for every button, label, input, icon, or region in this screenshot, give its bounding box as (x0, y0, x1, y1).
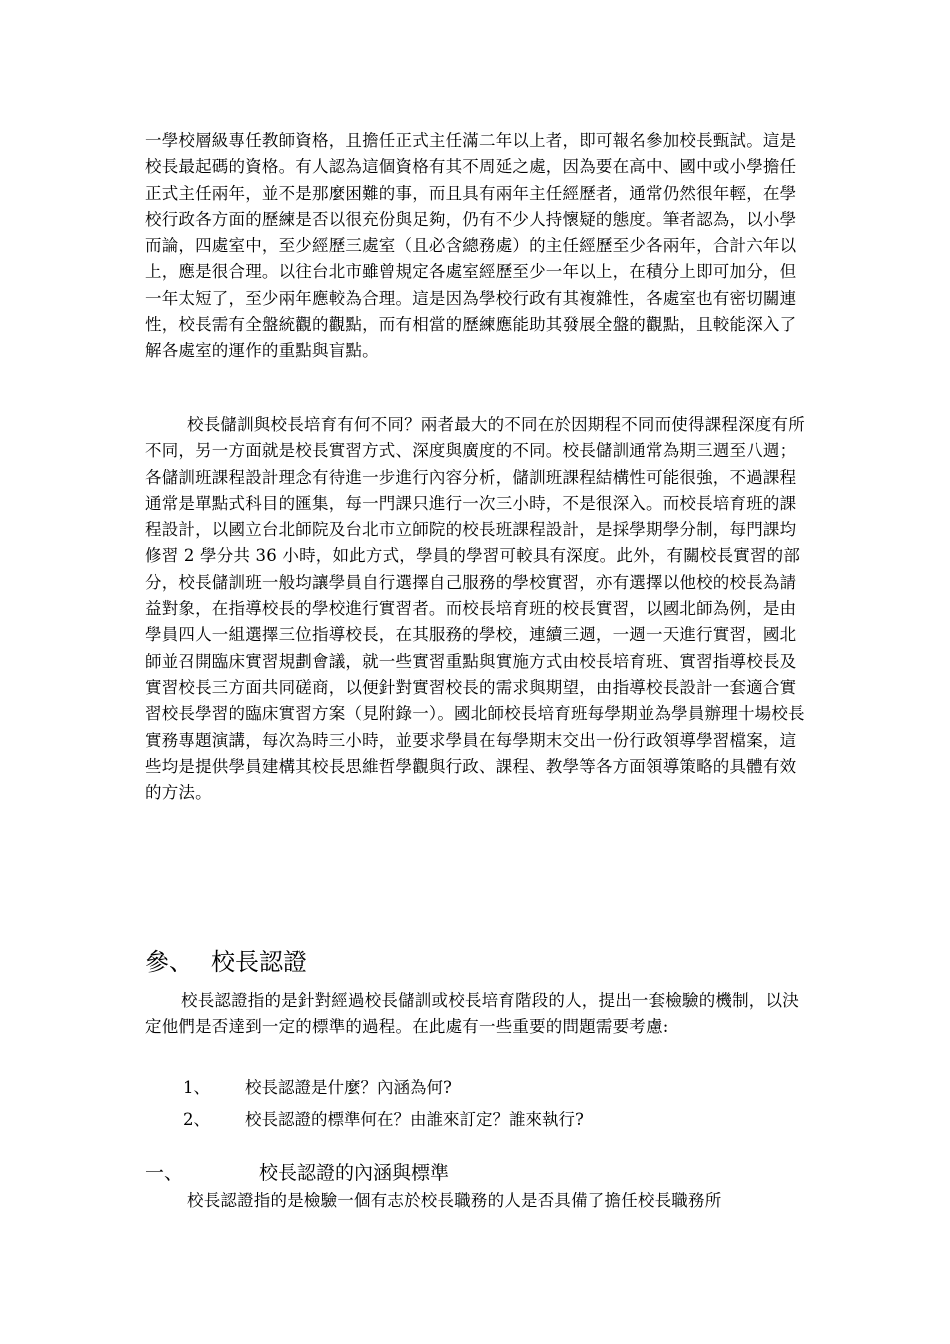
subsection-number: 一、 (145, 1162, 184, 1184)
section-title: 校長認證 (211, 948, 307, 976)
question-list (145, 1072, 810, 1136)
subsection-paragraph: 校長認證指的是檢驗一個有志於校長職務的人是否具備了擔任校長職務所 (187, 1191, 722, 1210)
subsection-heading (145, 1158, 449, 1185)
subsection-title: 校長認證的內涵與標準 (259, 1162, 450, 1184)
list-item-text: 校長認證是什麼？內涵為何? (245, 1078, 452, 1097)
list-item (145, 1104, 810, 1136)
body-paragraph-1: 一學校層級專任教師資格，且擔任正式主任滿二年以上者，即可報名參加校長甄試。這是校長最起碼的資格。有人認為這個資格有其不周延之處，因為要在高中、國中或小學擔任正式主任兩年，並不是那麼困難的事，而且具有兩年主任經歷者，通常仍然很年輕，在學校行政各方面的歷練是否以很充份與足夠，仍有不少人持懷疑的態度。筆者認為，以小學而論，四處室中，至少經歷三處室（且必含總務處）的主任經歷至少各兩年，合計六年以上，應是很合理。以往台北市雖曾規定各處室經歷至少一年以上，在積分上即可加分，但一年太短了，至少兩年應較為合理。這是因為學校行政有其複雜性，各處室也有密切關連性，校長需有全盤統觀的觀點，而有相當的歷練應能助其發展全盤的觀點，且較能深入了解各處室的運作的重點與盲點。 (145, 131, 797, 361)
list-item (145, 1072, 810, 1104)
section-intro-paragraph: 校長認證指的是針對經過校長儲訓或校長培育階段的人，提出一套檢驗的機制，以決定他們是否達到一定的標準的過程。在此處有一些重要的問題需要考慮: (145, 991, 799, 1037)
list-item-text: 校長認證的標準何在？由誰來訂定？誰來執行? (245, 1110, 584, 1129)
list-item-number: 1、 (183, 1078, 210, 1097)
section-number: 參、 (145, 948, 193, 976)
section-heading (145, 942, 307, 977)
list-item-number: 2、 (183, 1110, 210, 1129)
body-paragraph-2: 校長儲訓與校長培育有何不同？兩者最大的不同在於因期程不同而使得課程深度有所不同，另一方面就是校長實習方式、深度與廣度的不同。校長儲訓通常為期三週至八週；各儲訓班課程設計理念有待進一步進行內容分析，儲訓班課程結構性可能很強，不過課程通常是單點式科目的匯集，每一門課只進行一次三小時，不是很深入。而校長培育班的課程設計，以國立台北師院及台北市立師院的校長班課程設計，是採學期學分制，每門課均修習 2 學分共 36 小時，如此方式，學員的學習可較具有深度。此外，有關校長實習的部分，校長儲訓班一般均讓學員自行選擇自己服務的學校實習，亦有選擇以他校的校長為請益對象，在指導校長的學校進行實習者。而校長培育班的校長實習，以國北師為例，是由學員四人一組選擇三位指導校長，在其服務的學校，連續三週，一週一天進行實習，國北師並召開臨床實習規劃會議，就一些實習重點與實施方式由校長培育班、實習指導校長及實習校長三方面共同磋商，以便針對實習校長的需求與期望，由指導校長設計一套適合實習校長學習的臨床實習方案（見附錄一）。國北師校長培育班每學期並為學員辦理十場校長實務專題演講，每次為時三小時，並要求學員在每學期末交出一份行政領導學習檔案，這些均是提供學員建構其校長思維哲學觀與行政、課程、教學等各方面領導策略的具體有效的方法。 (145, 415, 805, 803)
